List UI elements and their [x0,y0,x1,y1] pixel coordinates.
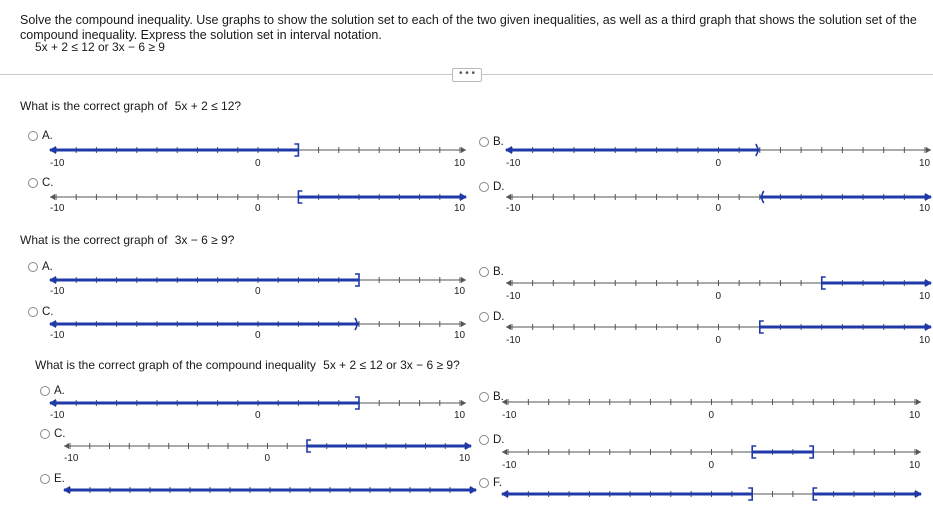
option-letter: B. [493,136,504,148]
tick-label-max: 10 [909,410,921,421]
option-letter: D. [493,434,505,446]
radio-button[interactable] [28,262,38,272]
q2-option-d[interactable] [479,311,505,323]
option-letter: D. [493,311,505,323]
tick-label-mid: 0 [255,158,261,169]
q1-option-d[interactable] [479,181,505,193]
question-3-prompt [35,358,460,372]
tick-label-mid: 0 [264,453,271,464]
radio-button[interactable] [479,435,489,445]
option-letter: C. [42,306,54,318]
question-2-prompt [20,233,234,247]
radio-button[interactable] [40,474,50,484]
tick-label-mid: 0 [255,330,261,341]
tick-label-mid: 0 [715,335,722,346]
tick-label-mid: 0 [255,410,261,421]
solution-arrow-left [501,490,508,498]
radio-button[interactable] [28,307,38,317]
solution-arrow-right [460,193,467,201]
axis-arrow-left [506,280,511,286]
axis-arrow-left [50,194,55,200]
tick-label-mid: 0 [708,410,715,421]
tick-label-mid: 0 [715,291,722,302]
tick-label-max: 10 [919,335,931,346]
radio-button[interactable] [479,312,489,322]
tick-label-mid: 0 [255,286,261,297]
number-line-q1-b [504,140,933,160]
radio-button[interactable] [40,429,50,439]
tick-label-min: -10 [506,158,521,169]
option-letter: A. [42,261,53,273]
axis-arrow-left [502,399,507,405]
axis-arrow-left [506,194,511,200]
option-letter: A. [54,385,65,397]
tick-label-max: 10 [919,291,931,302]
tick-label-min: -10 [502,410,517,421]
number-line-q2-d [504,317,933,337]
axis-arrow-right [926,147,931,153]
radio-button[interactable] [479,137,489,147]
solution-arrow-left [49,320,56,328]
question-3-math: 5x + 2 ≤ 12 or 3x − 6 ≥ 9? [323,358,460,372]
axis-arrow-right [461,147,466,153]
tick-label-min: -10 [506,335,521,346]
number-line-q3-b [500,392,923,412]
q2-option-b[interactable] [479,266,504,278]
radio-button[interactable] [479,478,489,488]
axis-arrow-right [916,399,921,405]
solution-arrow-left [505,146,512,154]
instructions-text: Solve the compound inequality. Use graphs to show the solution set to each of the two given inequalities, as well as a third graph that shows the solution set of the compound inequality. Express the solution set in interval notation. [20,13,917,42]
tick-label-mid: 0 [715,158,722,169]
option-letter: C. [54,428,66,440]
solution-arrow-right [465,442,472,450]
tick-label-mid: 0 [255,203,261,214]
axis-arrow-right [461,321,466,327]
axis-arrow-left [506,324,511,330]
q1-option-b[interactable] [479,136,504,148]
solution-arrow-left [63,486,70,494]
tick-label-mid: 0 [708,460,715,471]
option-letter: B. [493,391,504,403]
tick-label-max: 10 [459,453,471,464]
option-letter: A. [42,130,53,142]
tick-label-mid: 0 [715,203,722,214]
question-2-math: 3x − 6 ≥ 9? [174,233,235,247]
tick-label-max: 10 [454,158,466,169]
radio-button[interactable] [479,392,489,402]
number-line-q2-b [504,273,933,293]
axis-arrow-left [64,443,69,449]
solution-arrow-left [49,399,56,407]
radio-button[interactable] [28,131,38,141]
number-line-q1-a [48,140,468,160]
tick-label-min: -10 [50,286,65,297]
axis-arrow-right [461,400,466,406]
tick-label-min: -10 [64,453,79,464]
solution-arrow-right [925,323,932,331]
solution-arrow-left [49,276,56,284]
tick-label-max: 10 [454,286,466,297]
tick-label-min: -10 [50,410,65,421]
question-3-prefix: What is the correct graph of the compound inequality [35,358,316,372]
option-letter: E. [54,473,65,485]
solution-arrow-right [915,490,922,498]
tick-label-min: -10 [502,460,517,471]
radio-button[interactable] [479,182,489,192]
axis-arrow-right [461,277,466,283]
option-letter: C. [42,177,54,189]
number-line-q3-d [500,442,923,462]
tick-label-max: 10 [919,158,931,169]
tick-label-min: -10 [506,291,521,302]
tick-label-min: -10 [50,158,65,169]
radio-button[interactable] [479,267,489,277]
radio-button[interactable] [28,178,38,188]
solution-arrow-right [470,486,477,494]
option-letter: F. [493,477,502,489]
expand-more-button[interactable]: • • • [452,68,482,82]
option-letter: D. [493,181,505,193]
question-1-prefix: What is the correct graph of [20,99,168,113]
tick-label-max: 10 [919,203,931,214]
tick-label-max: 10 [454,203,466,214]
solution-arrow-right [925,193,932,201]
axis-arrow-right [916,449,921,455]
question-1-prompt [20,99,241,113]
axis-arrow-left [502,449,507,455]
option-letter: B. [493,266,504,278]
question-1-math: 5x + 2 ≤ 12? [174,99,242,113]
given-inequality: 5x + 2 ≤ 12 or 3x − 6 ≥ 9 [35,40,165,54]
tick-label-min: -10 [50,203,65,214]
solution-arrow-left [49,146,56,154]
tick-label-min: -10 [50,330,65,341]
tick-label-max: 10 [454,330,466,341]
question-2-prefix: What is the correct graph of [20,233,168,247]
number-line-q3-e [62,480,478,500]
number-line-q3-f [500,484,923,504]
tick-label-max: 10 [454,410,466,421]
tick-label-min: -10 [506,203,521,214]
q3-option-f[interactable] [479,477,502,489]
solution-arrow-right [925,279,932,287]
tick-label-max: 10 [909,460,921,471]
